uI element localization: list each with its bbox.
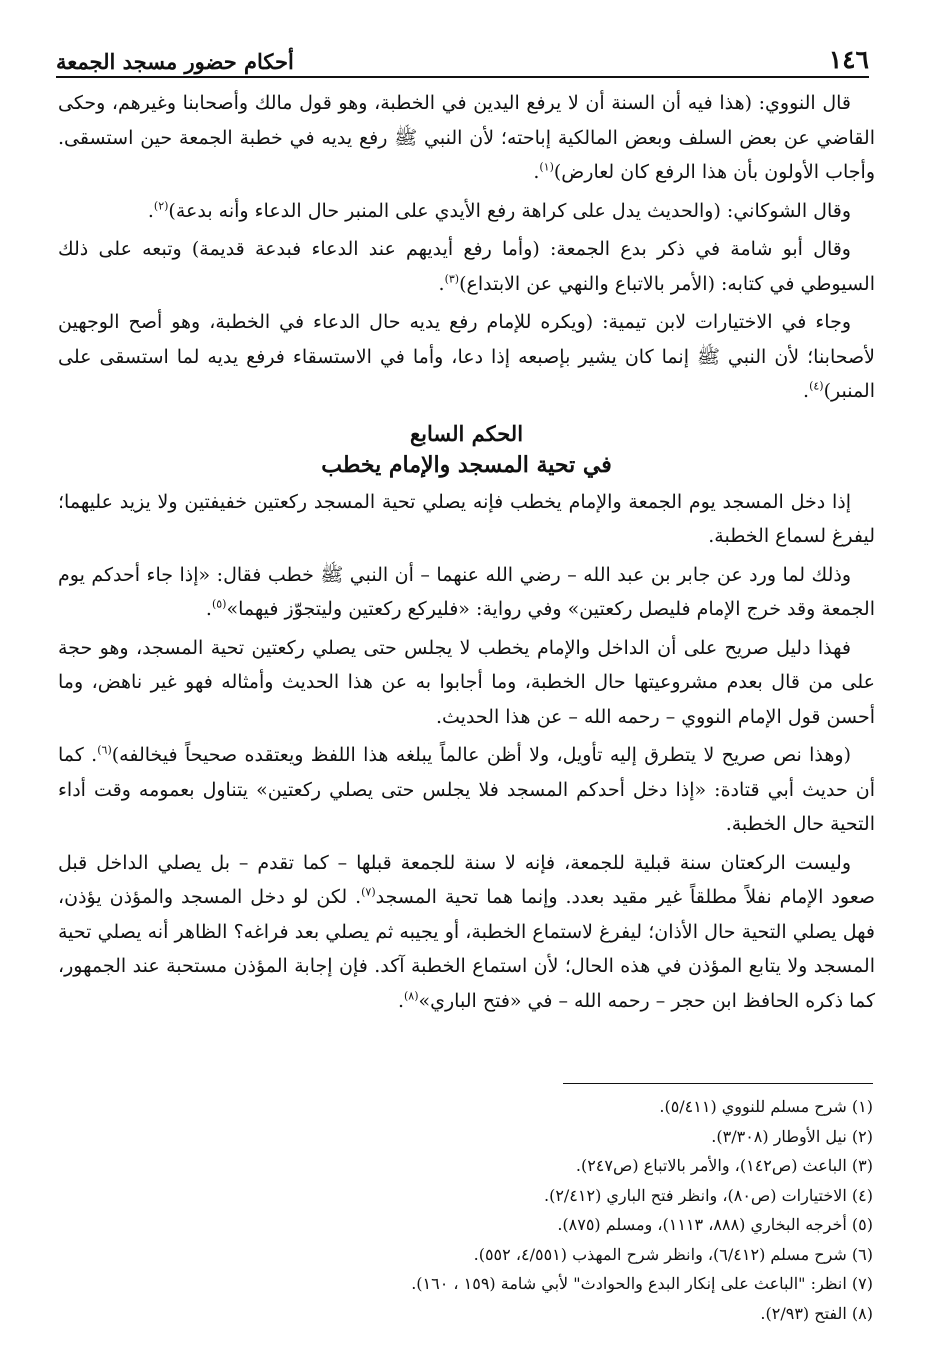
paragraph-ruling: إذا دخل المسجد يوم الجمعة والإمام يخطب فإنه يصلي تحية المسجد ركعتين خفيفتين ولا يزيد عليهما؛ ليفرغ لسماع الخطبة. <box>58 490 875 547</box>
paragraph-jabir-hadith: وذلك لما ورد عن جابر بن عبد الله – رضي الله عنهما – أن النبي ﷺ خطب فقال: «إذا جاء أحدكم يوم الجمعة وقد خرج الإمام فليصل ركعتين» وفي رواية: «فليركع ركعتين وليتجوّز فيهما»$^{(٥)}$. <box>58 563 875 620</box>
footnote-6: (٦) شرح مسلم (٦/٤١٢)، وانظر شرح المهذب (٤/٥٥١، ٥٥٢). <box>473 1244 873 1264</box>
paragraph-nawawi: قال النووي: (هذا فيه أن السنة أن لا يرفع اليدين في الخطبة، وهو قول مالك وأصحابنا وغيرهم، وحكى القاضي عن بعض السلف وبعض المالكية إباحته؛ لأن النبي ﷺ رفع يديه في خطبة الجمعة حين استسقى. وأجاب الأولون بأن هذا الرفع كان لعارض)$^{(١)}$. <box>58 92 875 183</box>
footnote-5: (٥) أخرجه البخاري (٨٨٨، ١١١٣)، ومسلم (٨٧٥). <box>557 1215 873 1234</box>
footnote-7: (٧) انظر: "الباعث على إنكار البدع والحوادث" لأبي شامة (١٥٩ ، ١٦٠). <box>411 1274 873 1293</box>
footnote-3: (٣) الباعث (ص١٤٢)، والأمر بالاتباع (ص٢٤٧). <box>575 1156 873 1175</box>
footnote-ref-1[interactable]: (١) <box>539 160 554 174</box>
footnote-4: (٤) الاختيارات (ص٨٠)، وانظر فتح الباري (٢/٤١٢). <box>543 1185 873 1205</box>
page-number: ١٤٦ <box>828 45 869 74</box>
paragraph-abu-shama: وقال أبو شامة في ذكر بدع الجمعة: (وأما رفع أيديهم عند الدعاء فبدعة قديمة) وتبعه على ذلك السيوطي في كتابه: (الأمر بالاتباع والنهي عن الابتداع)$^{(٣)}$. <box>58 238 875 295</box>
paragraph-nawawi-quote: (وهذا نص صريح لا يتطرق إليه تأويل، ولا أظن عالماً يبلغه هذا اللفظ ويعتقده صحيحاً فيخالفه)$^{(٦)}$. كما أن حديث أبي قتادة: «إذا دخل أحدكم المسجد فلا يجلس حتى يصلي ركعتين» يتناول بعمومه وقت أداء التحية حال الخطبة. <box>58 743 875 835</box>
footnote-ref-3[interactable]: (٣) <box>444 272 460 286</box>
footnote-ref-5[interactable]: (٥) <box>211 597 227 611</box>
footnote-separator <box>563 1083 873 1084</box>
main-text <box>58 86 875 1022</box>
footnote-ref-4[interactable]: (٤) <box>809 379 824 393</box>
section-subject-title: في تحية المسجد والإمام يخطب <box>321 451 612 478</box>
paragraph-shawkani: وقال الشوكاني: (والحديث يدل على كراهة رفع الأيدي على المنبر حال الدعاء وأنه بدعة)$^{(٢)}$. <box>147 199 851 222</box>
paragraph-two-rakahs: وليست الركعتان سنة قبلية للجمعة، فإنه لا سنة للجمعة قبلها – كما تقدم – بل يصلي الداخل قبل صعود الإمام نفلاً مطلقاً غير مقيد بعدد. وإنما هما تحية المسجد$^{(٧)}$. لكن لو دخل المسجد والمؤذن يؤذن، فهل يصلي التحية حال الأذان؛ ليفرغ لاستماع الخطبة، أو يجيبه ثم يصلي بعد فراغه؟ الظاهر أنه يصلي تحية المسجد ولا يتابع المؤذن في هذه الحال؛ لأن استماع الخطبة آكد. فإن إجابة المؤذن مستحبة عند الجمهور، كما ذكره الحافظ ابن حجر – رحمه الله – في «فتح الباري»$^{(٨)}$. <box>58 851 875 1012</box>
footnote-8: (٨) الفتح (٢/٩٣). <box>760 1303 873 1323</box>
footnote-ref-7[interactable]: (٧) <box>361 885 376 899</box>
footnote-ref-8[interactable]: (٨) <box>404 989 419 1003</box>
footnote-ref-6[interactable]: (٦) <box>97 743 112 757</box>
paragraph-ibn-taymiyya: وجاء في الاختيارات لابن تيمية: (ويكره للإمام رفع يديه حال الدعاء في الخطبة، وهو أصح الوجهين لأصحابنا؛ لأن النبي ﷺ إنما كان يشير بإصبعه إذا دعا، وأما في الاستسقاء فرفع يديه لما استسقى على المنبر)$^{(٤)}$. <box>58 311 875 402</box>
footnote-2: (٢) نيل الأوطار (٣/٣٠٨). <box>711 1126 873 1146</box>
section-number-title: الحكم السابع <box>409 420 524 446</box>
section-heading <box>58 419 875 481</box>
footnote-ref-2[interactable]: (٢) <box>153 199 169 213</box>
paragraph-evidence: فهذا دليل صريح على أن الداخل والإمام يخطب لا يجلس حتى يصلي ركعتين تحية المسجد، وهو حجة على من قال بعدم مشروعيتها حال الخطبة، وما أجابوا به عن هذا الحديث وأمثاله فهو غير ناهض، وما أحسن قول الإمام النووي – رحمه الله – عن هذا الحديث. <box>58 636 875 728</box>
footnotes <box>60 1092 873 1328</box>
footnote-1: (١) شرح مسلم للنووي (٥/٤١١). <box>659 1097 873 1116</box>
running-title: أحكام حضور مسجد الجمعة <box>56 49 294 74</box>
page-header <box>56 42 869 78</box>
